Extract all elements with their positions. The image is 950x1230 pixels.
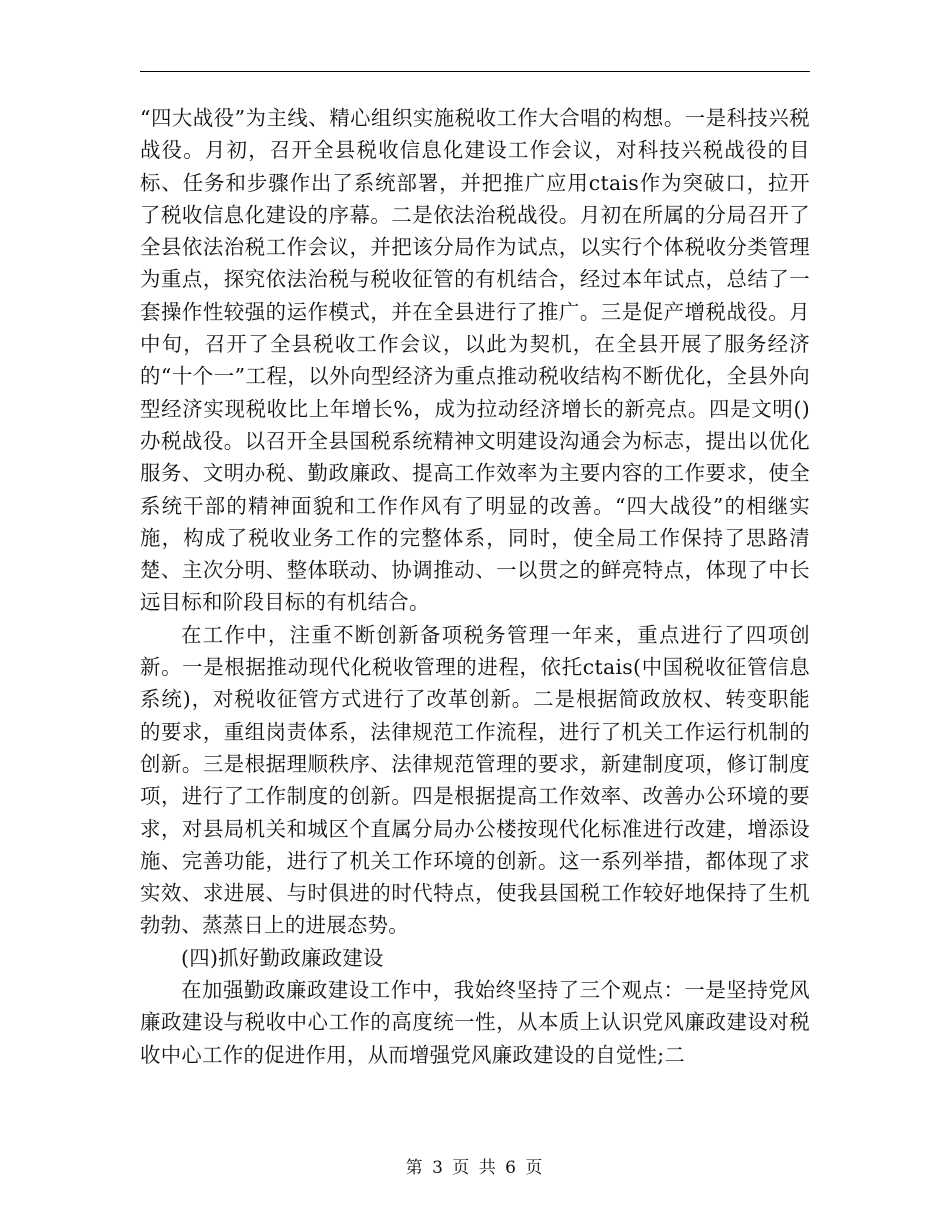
page-number-footer: 第 3 页 共 6 页: [405, 1158, 545, 1178]
section-heading-integrity: (四)抓好勤政廉政建设: [181, 945, 384, 970]
body-text: [140, 102, 810, 1071]
paragraph-integrity-views: 在加强勤政廉政建设工作中，我始终坚持了三个观点：一是坚持党风廉政建设与税收中心工作的高度统一性，从本质上认识党风廉政建设对税收中心工作的促进作用，从而增强党风廉政建设的自觉性;二: [140, 978, 810, 1067]
paragraph-innovations: 在工作中，注重不断创新备项税务管理一年来，重点进行了四项创新。一是根据推动现代化税收管理的进程，依托ctais(中国税收征管信息系统)，对税收征管方式进行了改革创新。二是根据简政放权、转变职能的要求，重组岗责体系，法律规范工作流程，进行了机关工作运行机制的创新。三是根据理顺秩序、法律规范管理的要求，新建制度项，修订制度项，进行了工作制度的创新。四是根据提高工作效率、改善办公环境的要求，对县局机关和城区个直属分局办公楼按现代化标准进行改建，增添设施、完善功能，进行了机关工作环境的创新。这一系列举措，都体现了求实效、求进展、与时俱进的时代特点，使我县国税工作较好地保持了生机勃勃、蒸蒸日上的进展态势。: [140, 622, 810, 938]
header-rule: [140, 71, 810, 72]
paragraph-four-campaigns: “四大战役”为主线、精心组织实施税收工作大合唱的构想。一是科技兴税战役。月初，召开全县税收信息化建设工作会议，对科技兴税战役的目标、任务和步骤作出了系统部署，并把推广应用ctais作为突破口，拉开了税收信息化建设的序幕。二是依法治税战役。月初在所属的分局召开了全县依法治税工作会议，并把该分局作为试点，以实行个体税收分类管理为重点，探究依法治税与税收征管的有机结合，经过本年试点，总结了一套操作性较强的运作模式，并在全县进行了推广。三是促产增税战役。月中旬，召开了全县税收工作会议，以此为契机，在全县开展了服务经济的“十个一”工程，以外向型经济为重点推动税收结构不断优化，全县外向型经济实现税收比上年增长%，成为拉动经济增长的新亮点。四是文明()办税战役。以召开全县国税系统精神文明建设沟通会为标志，提出以优化服务、文明办税、勤政廉政、提高工作效率为主要内容的工作要求，使全系统干部的精神面貌和工作作风有了明显的改善。“四大战役”的相继实施，构成了税收业务工作的完整体系，同时，使全局工作保持了思路清楚、主次分明、整体联动、协调推动、一以贯之的鲜亮特点，体现了中长远目标和阶段目标的有机结合。: [140, 106, 810, 615]
